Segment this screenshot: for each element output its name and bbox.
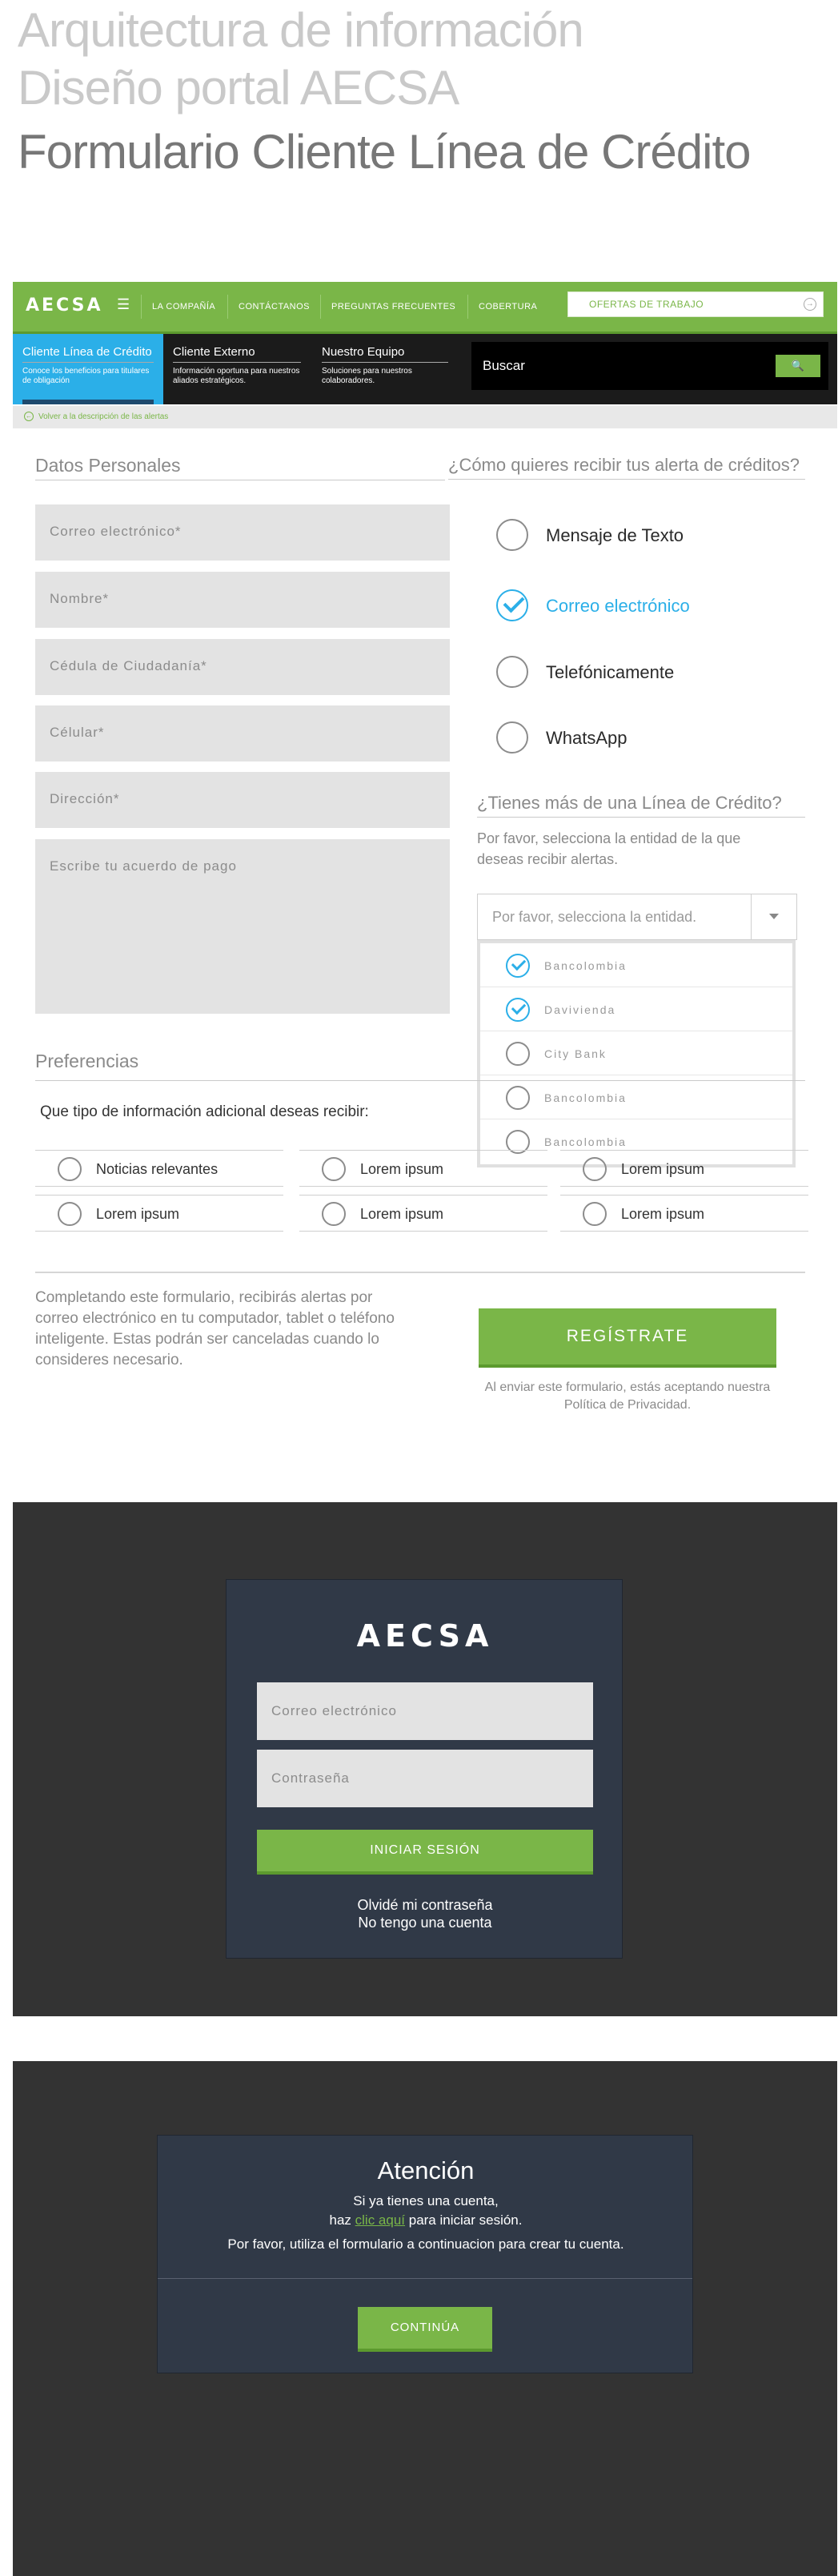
preference-option[interactable] xyxy=(35,1150,283,1187)
search-icon[interactable]: 🔍 xyxy=(776,355,820,377)
subtab-desc: Soluciones para nuestros colaboradores. xyxy=(322,367,412,385)
preference-label: Lorem ipsum xyxy=(360,1206,444,1222)
breadcrumb[interactable] xyxy=(13,406,837,428)
credit-line-desc: Por favor, selecciona la entidad de la que deseas recibir alertas. xyxy=(477,830,741,867)
entity-label: Bancolombia xyxy=(544,959,627,972)
title-line-3: Formulario Cliente Línea de Crédito xyxy=(18,125,751,179)
preferences-question: Que tipo de información adicional deseas recibir: xyxy=(40,1103,369,1120)
checkbox[interactable] xyxy=(506,998,530,1022)
jobs-label: OFERTAS DE TRABAJO xyxy=(589,299,704,310)
checkbox[interactable] xyxy=(506,1086,530,1110)
alerts-heading: ¿Cómo quieres recibir tus alerta de créditos? xyxy=(448,455,805,480)
sms-radio[interactable] xyxy=(496,519,528,551)
entity-label: City Bank xyxy=(544,1047,607,1060)
check-icon xyxy=(511,956,526,971)
attention-line-2 xyxy=(158,2212,694,2228)
jobs-link[interactable] xyxy=(567,291,824,317)
email-label[interactable]: Correo electrónico xyxy=(546,596,690,616)
login-email-field[interactable]: Correo electrónico xyxy=(257,1682,593,1740)
login-here-link[interactable]: clic aquí xyxy=(355,2212,406,2228)
checkbox[interactable] xyxy=(583,1157,607,1181)
checkbox[interactable] xyxy=(58,1202,82,1226)
subtab-credit-client[interactable] xyxy=(13,334,163,404)
continue-button[interactable]: CONTINÚA xyxy=(358,2307,492,2352)
nav-link-faq[interactable]: PREGUNTAS FRECUENTES xyxy=(331,302,456,311)
search-input[interactable]: Buscar xyxy=(483,358,525,373)
phone-radio[interactable] xyxy=(496,656,528,688)
entity-select[interactable] xyxy=(477,894,797,940)
attention-title: Atención xyxy=(377,2156,475,2184)
nav-divider xyxy=(141,295,142,319)
preference-label: Lorem ipsum xyxy=(621,1206,705,1222)
credit-line-heading: ¿Tienes más de una Línea de Crédito? xyxy=(477,793,805,818)
breadcrumb-text[interactable]: Volver a la descripción de las alertas xyxy=(38,412,169,421)
name-field[interactable]: Nombre* xyxy=(35,572,450,628)
phone-label[interactable]: Telefónicamente xyxy=(546,662,675,682)
privacy-note[interactable]: Al enviar este formulario, estás aceptando nuestra Política de Privacidad. xyxy=(484,1380,771,1412)
preference-label: Lorem ipsum xyxy=(96,1206,180,1222)
email-radio[interactable] xyxy=(496,589,528,621)
preference-option[interactable] xyxy=(299,1150,547,1187)
subtab-title: Nuestro Equipo xyxy=(322,345,448,363)
phone-field[interactable]: Célular* xyxy=(35,705,450,762)
back-arrow-icon: ← xyxy=(26,412,32,420)
checkbox[interactable] xyxy=(322,1202,346,1226)
preferences-heading: Preferencias xyxy=(35,1051,805,1081)
attention-line-2-post: para iniciar sesión. xyxy=(405,2212,523,2228)
entity-option[interactable] xyxy=(480,987,792,1031)
preference-label: Noticias relevantes xyxy=(96,1161,219,1177)
menu-icon[interactable]: ☰ xyxy=(117,296,130,312)
preference-option[interactable] xyxy=(560,1195,808,1232)
entity-label: Bancolombia xyxy=(544,1135,627,1148)
entity-select-placeholder: Por favor, selecciona la entidad. xyxy=(492,909,697,925)
preference-option[interactable] xyxy=(560,1150,808,1187)
register-button[interactable]: REGÍSTRATE xyxy=(479,1308,776,1368)
form-note: Completando este formulario, recibirás alertas por correo electrónico en tu computador, tablet o teléfono inteligente. Estas podrán ser canceladas cuando lo consideres necesario. xyxy=(35,1289,395,1368)
active-indicator xyxy=(22,400,154,404)
id-field[interactable]: Cédula de Ciudadanía* xyxy=(35,639,450,695)
whatsapp-radio[interactable] xyxy=(496,721,528,754)
title-line-1: Arquitectura de información xyxy=(18,3,583,57)
forgot-password-link[interactable]: Olvidé mi contraseña xyxy=(357,1897,493,1913)
subtab-our-team[interactable] xyxy=(322,334,448,404)
arrow-right-icon: → xyxy=(804,298,816,311)
nav-divider xyxy=(320,295,321,319)
nav-divider xyxy=(467,295,468,319)
entity-option[interactable] xyxy=(480,1075,792,1119)
nav-divider xyxy=(227,295,228,319)
login-section xyxy=(13,1502,837,2016)
no-account-link[interactable]: No tengo una cuenta xyxy=(358,1915,492,1931)
login-card xyxy=(226,1579,623,1959)
subtab-title: Cliente Línea de Crédito xyxy=(22,345,154,363)
preference-option[interactable] xyxy=(299,1195,547,1232)
subtab-desc: Conoce los beneficios para titulares de obligación xyxy=(22,367,150,385)
attention-card xyxy=(157,2135,693,2373)
entity-label: Bancolombia xyxy=(544,1091,627,1104)
login-button[interactable]: INICIAR SESIÓN xyxy=(257,1830,593,1875)
nav-link-contact[interactable]: CONTÁCTANOS xyxy=(239,302,311,311)
title-line-2: Diseño portal AECSA xyxy=(18,61,459,115)
check-icon xyxy=(503,592,525,613)
chevron-down-icon[interactable] xyxy=(751,894,796,939)
divider xyxy=(35,1272,805,1273)
checkbox[interactable] xyxy=(506,954,530,978)
preference-option[interactable] xyxy=(35,1195,283,1232)
preference-label: Lorem ipsum xyxy=(360,1161,444,1177)
logo[interactable]: AECSA xyxy=(26,295,103,315)
preference-label: Lorem ipsum xyxy=(621,1161,705,1177)
sms-label[interactable]: Mensaje de Texto xyxy=(546,525,684,545)
checkbox[interactable] xyxy=(58,1157,82,1181)
login-password-field[interactable]: Contraseña xyxy=(257,1750,593,1807)
checkbox[interactable] xyxy=(583,1202,607,1226)
whatsapp-label[interactable]: WhatsApp xyxy=(546,728,627,748)
divider xyxy=(158,2278,692,2279)
address-field[interactable]: Dirección* xyxy=(35,772,450,828)
search-box[interactable] xyxy=(471,342,828,390)
nav-link-company[interactable]: LA COMPAÑÍA xyxy=(152,302,216,311)
subtab-title: Cliente Externo xyxy=(173,345,301,363)
attention-line-2-pre: haz xyxy=(329,2212,355,2228)
check-icon xyxy=(511,1000,526,1015)
payment-agreement-textarea[interactable]: Escribe tu acuerdo de pago xyxy=(35,839,450,1014)
personal-data-heading: Datos Personales xyxy=(35,455,445,480)
attention-section xyxy=(13,2061,837,2576)
attention-line-3: Por favor, utiliza el formulario a continuacion para crear tu cuenta. xyxy=(227,2236,624,2252)
nav-link-coverage[interactable]: COBERTURA xyxy=(479,302,538,311)
attention-line-1: Si ya tienes una cuenta, xyxy=(353,2193,499,2208)
email-field[interactable]: Correo electrónico* xyxy=(35,504,450,561)
entity-label: Davivienda xyxy=(544,1003,616,1016)
subtab-desc: Información oportuna para nuestros aliados estratégicos. xyxy=(173,367,300,385)
main-nav xyxy=(13,282,837,334)
sub-nav xyxy=(13,334,837,404)
login-logo: AECSA xyxy=(356,1618,494,1654)
subtab-external-client[interactable] xyxy=(173,334,301,404)
checkbox[interactable] xyxy=(322,1157,346,1181)
entity-option[interactable] xyxy=(480,943,792,987)
